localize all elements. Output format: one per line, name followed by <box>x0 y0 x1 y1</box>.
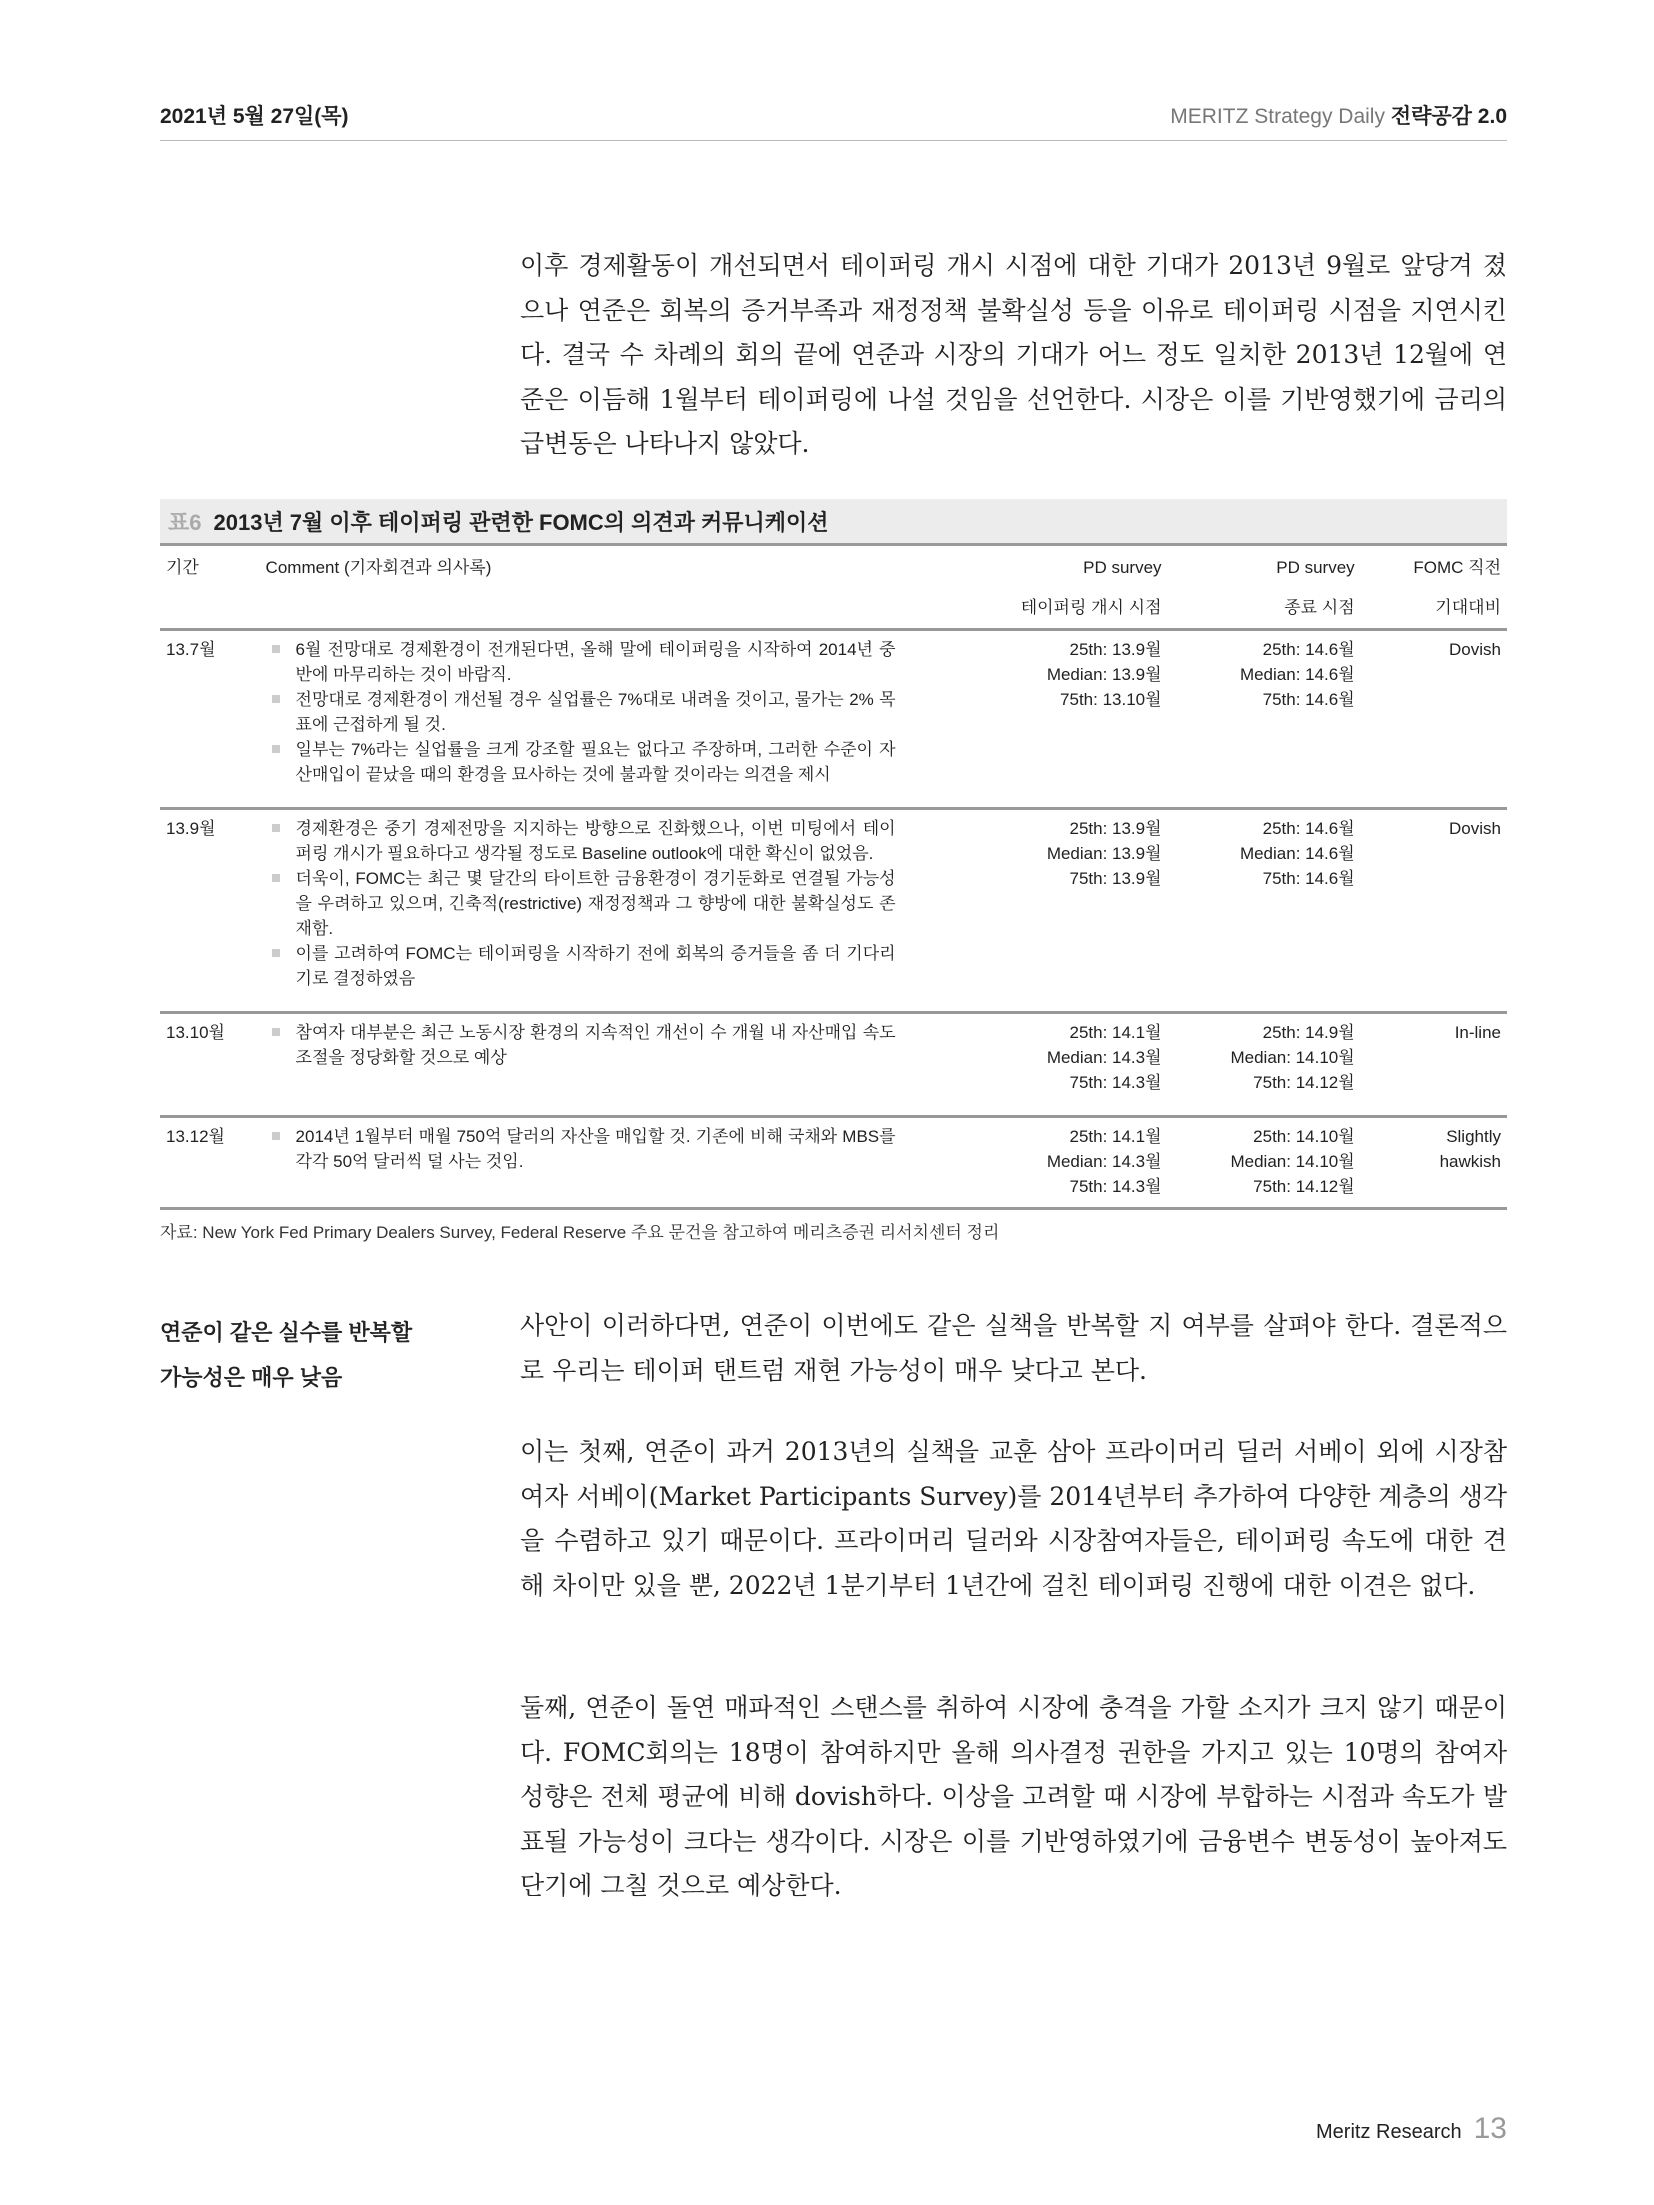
header-pd-start <box>903 548 1162 628</box>
body-paragraph: 이는 첫째, 연준이 과거 2013년의 실책을 교훈 삼아 프라이머리 딜러 서베이 외에 시장참여자 서베이(Market Participants Survey)를 2014년부터 추가하여 다양한 계층의 생각을 수렴하고 있기 때문이다. 프라이머리 딜러와 시장참여자들은, 테이퍼링 속도에 대한 견해 차이만 있을 뿐, 2022년 1분기부터 1년간에 걸친 테이퍼링 진행에 대한 이견은 없다. <box>520 1437 1507 1600</box>
pd-start-cell <box>903 1124 1162 1199</box>
comment-bullet <box>266 941 903 991</box>
comment-text: 전망대로 경제환경이 개선될 경우 실업률은 7%대로 내려올 것이고, 물가는 2% 목표에 근접하게 될 것. <box>295 690 896 734</box>
cell-line: hawkish <box>1439 1152 1501 1171</box>
comment-cell <box>266 1020 903 1095</box>
header-comment: Comment (기자회견과 의사록) <box>265 558 492 577</box>
fomc-expectation-cell <box>1355 816 1507 991</box>
table-row <box>160 1118 1507 1210</box>
table-row <box>160 1014 1507 1118</box>
body-paragraph: 둘째, 연준이 돌연 매파적인 스탠스를 취하여 시장에 충격을 가할 소지가 크지 않기 때문이다. FOMC회의는 18명이 참여하지만 올해 의사결정 권한을 가지고 있는 10명의 참여자 성향은 전체 평균에 비해 dovish하다. 이상을 고려할 때 시장에 부합하는 시점과 속도가 발표될 가능성이 크다는 생각이다. 시장은 이를 기반영하였기에 금융변수 변동성이 높아져도 단기에 그칠 것으로 예상한다. <box>520 1693 1507 1900</box>
comment-bullet <box>266 637 903 687</box>
cell-line: 25th: 14.6월 <box>1262 640 1355 659</box>
table-source: 자료: New York Fed Primary Dealers Survey, Federal Reserve 주요 문건을 참고하여 메리츠증권 리서치센터 정리 <box>160 1223 1000 1242</box>
series-name: 전략공감 2.0 <box>1390 105 1507 128</box>
bullet-square-icon <box>272 949 280 957</box>
header-pd-end <box>1162 548 1355 628</box>
cell-line: Median: 14.6월 <box>1239 665 1355 684</box>
pd-end-cell <box>1162 816 1355 991</box>
pd-start-cell <box>903 637 1162 787</box>
period-cell: 13.9월 <box>166 819 216 838</box>
cell-line: 25th: 13.9월 <box>1069 819 1162 838</box>
pd-start-cell <box>903 816 1162 991</box>
page-footer <box>1316 2112 1507 2146</box>
pd-end-cell <box>1162 1124 1355 1199</box>
cell-line: 75th: 13.10월 <box>1060 690 1162 709</box>
fomc-expectation-cell <box>1355 1020 1507 1095</box>
fomc-expectation-cell <box>1355 1124 1507 1199</box>
table-row <box>160 810 1507 1014</box>
cell-line: Median: 14.3월 <box>1046 1152 1162 1171</box>
cell-line: 75th: 14.3월 <box>1069 1177 1162 1196</box>
bullet-square-icon <box>272 824 280 832</box>
comment-text: 이를 고려하여 FOMC는 테이퍼링을 시작하기 전에 회복의 증거들을 좀 더 기다리기로 결정하였음 <box>295 944 896 988</box>
cell-line: Median: 14.10월 <box>1230 1048 1355 1067</box>
header-divider <box>160 140 1507 141</box>
header-publication <box>1170 100 1507 130</box>
cell-line: Median: 13.9월 <box>1046 844 1162 863</box>
header-text: 기대대비 <box>1435 598 1501 617</box>
cell-line: Dovish <box>1449 640 1501 659</box>
comment-bullet <box>266 866 903 941</box>
comment-bullet <box>266 687 903 737</box>
side-heading-line: 연준이 같은 실수를 반복할 <box>160 1320 413 1345</box>
bullet-square-icon <box>272 645 280 653</box>
comment-bullet <box>266 1124 903 1174</box>
bullet-square-icon <box>272 1132 280 1140</box>
comment-text: 일부는 7%라는 실업률을 크게 강조할 필요는 없다고 주장하며, 그러한 수준이 자산매입이 끝났을 때의 환경을 묘사하는 것에 불과할 것이라는 의견을 제시 <box>295 740 896 784</box>
pd-end-cell <box>1162 1020 1355 1095</box>
comment-cell <box>266 1124 903 1199</box>
comment-bullet <box>266 737 903 787</box>
side-heading-line: 가능성은 매우 낮음 <box>160 1365 343 1390</box>
cell-line: 75th: 14.12월 <box>1253 1073 1355 1092</box>
period-cell: 13.10월 <box>166 1023 225 1042</box>
pd-start-cell <box>903 1020 1162 1095</box>
comment-text: 더욱이, FOMC는 최근 몇 달간의 타이트한 금융환경이 경기둔화로 연결될 가능성을 우려하고 있으며, 긴축적(restrictive) 재정정책과 그 향방에 대한 불확실성도 존재함. <box>295 869 896 938</box>
cell-line: 75th: 14.6월 <box>1262 869 1355 888</box>
table-title-text: 2013년 7월 이후 테이퍼링 관련한 FOMC의 의견과 커뮤니케이션 <box>213 509 829 535</box>
header-fomc <box>1355 548 1507 628</box>
bullet-square-icon <box>272 1028 280 1036</box>
table-body <box>160 631 1507 1210</box>
fomc-table <box>160 499 1507 1210</box>
bullet-square-icon <box>272 695 280 703</box>
cell-line: Median: 13.9월 <box>1046 665 1162 684</box>
cell-line: 75th: 14.3월 <box>1069 1073 1162 1092</box>
cell-line: Slightly <box>1446 1127 1501 1146</box>
comment-text: 2014년 1월부터 매월 750억 달러의 자산을 매입할 것. 기존에 비해 국채와 MBS를 각각 50억 달러씩 덜 사는 것임. <box>295 1127 896 1171</box>
period-cell: 13.7월 <box>166 640 216 659</box>
comment-bullet <box>266 1020 903 1070</box>
comment-bullet <box>266 816 903 866</box>
table-row <box>160 631 1507 810</box>
comment-text: 참여자 대부분은 최근 노동시장 환경의 지속적인 개선이 수 개월 내 자산매입 속도조절을 정당화할 것으로 예상 <box>295 1023 896 1067</box>
fomc-expectation-cell <box>1355 637 1507 787</box>
bullet-square-icon <box>272 874 280 882</box>
page-number: 13 <box>1473 2112 1507 2145</box>
footer-brand: Meritz Research <box>1316 2121 1462 2143</box>
header-text: PD survey <box>1276 558 1355 577</box>
cell-line: Dovish <box>1449 819 1501 838</box>
cell-line: 25th: 14.6월 <box>1262 819 1355 838</box>
comment-cell <box>266 637 903 787</box>
header-period: 기간 <box>166 558 199 577</box>
cell-line: 25th: 14.9월 <box>1262 1023 1355 1042</box>
cell-line: 25th: 14.10월 <box>1253 1127 1355 1146</box>
comment-cell <box>266 816 903 991</box>
header-text: 종료 시점 <box>1284 598 1355 617</box>
side-heading <box>160 1310 412 1400</box>
bullet-square-icon <box>272 745 280 753</box>
cell-line: Median: 14.3월 <box>1046 1048 1162 1067</box>
comment-text: 6월 전망대로 경제환경이 전개된다면, 올해 말에 테이퍼링을 시작하여 2014년 중반에 마무리하는 것이 바람직. <box>295 640 896 684</box>
intro-paragraph: 이후 경제활동이 개선되면서 테이퍼링 개시 시점에 대한 기대가 2013년 9월로 앞당겨 졌으나 연준은 회복의 증거부족과 재정정책 불확실성 등을 이유로 테이퍼링 시점을 지연시킨다. 결국 수 차례의 회의 끝에 연준과 시장의 기대가 어느 정도 일치한 2013년 12월에 연준은 이듬해 1월부터 테이퍼링에 나설 것임을 선언한다. 시장은 이를 기반영했기에 금리의 급변동은 나타나지 않았다. <box>520 251 1507 458</box>
period-cell: 13.12월 <box>166 1127 225 1146</box>
header-text: PD survey <box>1083 558 1162 577</box>
cell-line: 25th: 14.1월 <box>1069 1023 1162 1042</box>
cell-line: Median: 14.6월 <box>1239 844 1355 863</box>
header-text: FOMC 직전 <box>1413 558 1501 577</box>
cell-line: Median: 14.10월 <box>1230 1152 1355 1171</box>
cell-line: 75th: 14.12월 <box>1253 1177 1355 1196</box>
cell-line: 75th: 13.9월 <box>1069 869 1162 888</box>
body-paragraph: 사안이 이러하다면, 연준이 이번에도 같은 실책을 반복할 지 여부를 살펴야 한다. 결론적으로 우리는 테이퍼 탠트럼 재현 가능성이 매우 낮다고 본다. <box>520 1311 1507 1385</box>
cell-line: 75th: 14.6월 <box>1262 690 1355 709</box>
header-date: 2021년 5월 27일(목) <box>160 105 349 128</box>
table-header <box>160 546 1507 631</box>
cell-line: 25th: 14.1월 <box>1069 1127 1162 1146</box>
comment-text: 경제환경은 중기 경제전망을 지지하는 방향으로 진화했으나, 이번 미팅에서 테이퍼링 개시가 필요하다고 생각될 정도로 Baseline outlook에 대한 확신이 없었음. <box>295 819 896 863</box>
cell-line: 25th: 13.9월 <box>1069 640 1162 659</box>
cell-line: In-line <box>1454 1023 1501 1042</box>
header-text: 테이퍼링 개시 시점 <box>1020 598 1162 617</box>
pd-end-cell <box>1162 637 1355 787</box>
table-number: 표6 <box>168 509 202 535</box>
publication-name: MERITZ Strategy Daily <box>1170 105 1385 128</box>
table-title <box>160 499 1507 546</box>
